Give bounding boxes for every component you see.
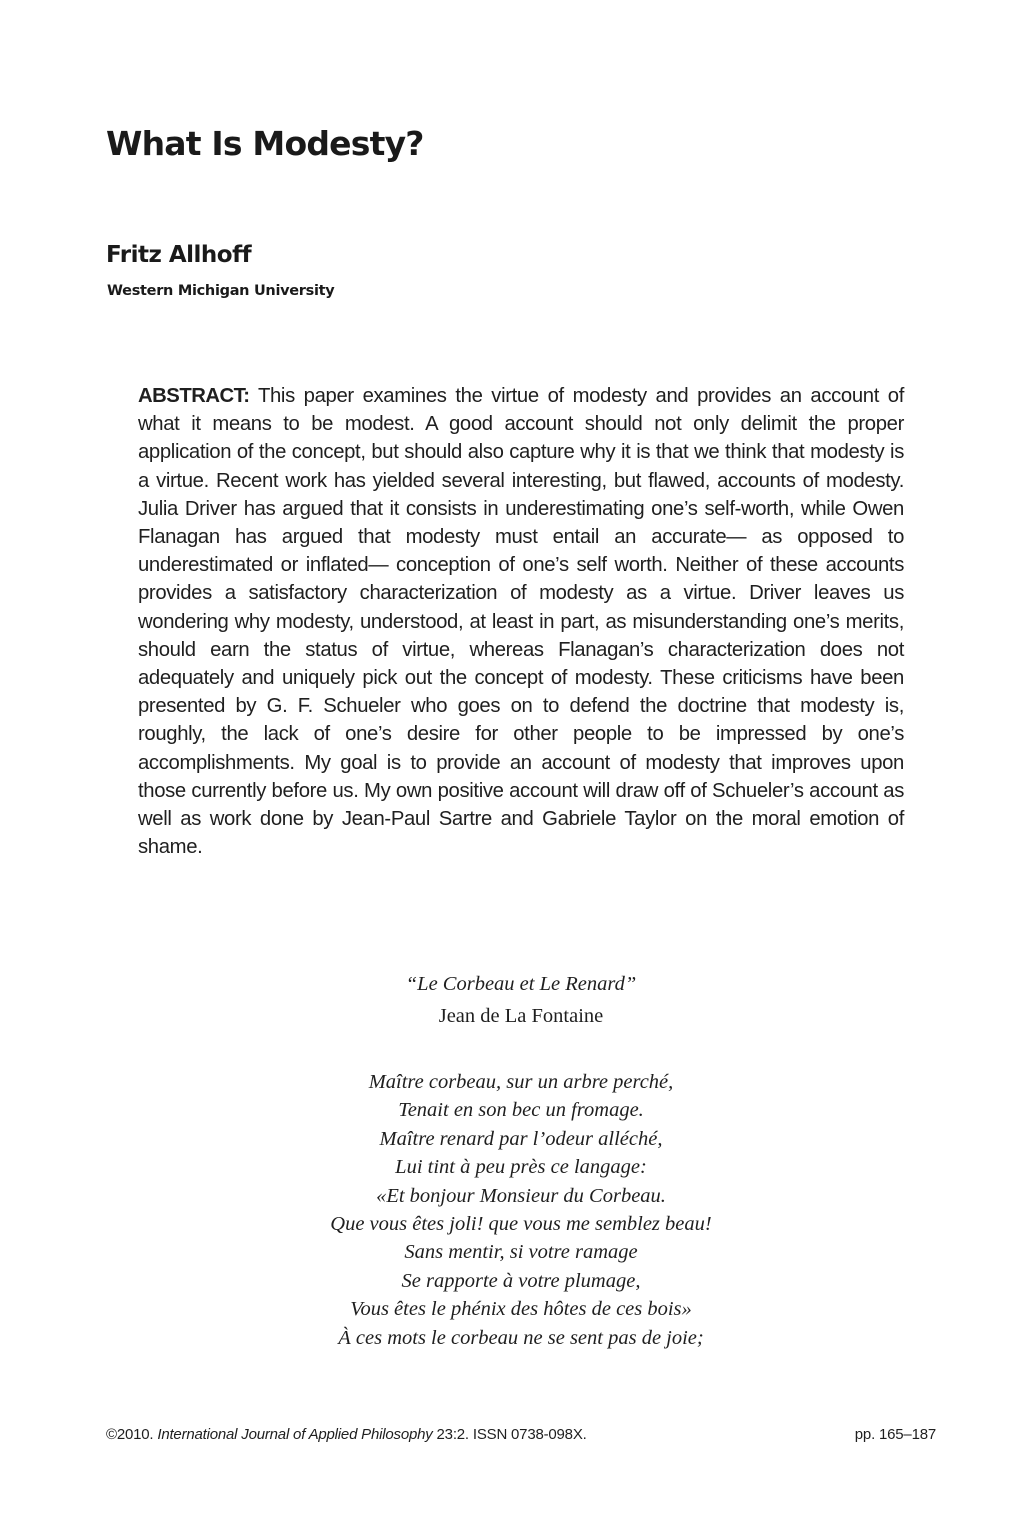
poem-line: Se rapporte à votre plumage, [401,1269,641,1292]
poem-line: Vous êtes le phénix des hôtes de ces bois» [350,1298,692,1321]
poem-author: Jean de La Fontaine [438,1005,604,1027]
poem-line: Tenait en son bec un fromage. [398,1099,644,1122]
abstract-label: ABSTRACT: [138,385,250,407]
author-affiliation: Western Michigan University [107,283,335,299]
poem-line: Lui tint à peu près ce langage: [395,1156,647,1179]
copyright: ©2010. [106,1426,154,1443]
journal-name: International Journal of Applied Philosophy [157,1426,433,1443]
poem-title: “Le Corbeau et Le Renard” [405,973,637,995]
abstract-text: This paper examines the virtue of modesty and provides an account of what it means to be modest. A good account should not only delimit the proper application of the concept, but should also capture why it is that we think that modesty is a virtue. Recent work has yielded several interesting, but flawed, accounts of modesty. Julia Driver has argued that it consists in underestimating one’s self-worth, while Owen Flanagan has argued that modesty must entail an accurate— as opposed to underestimated or inflated— conception of one’s self worth. Neither of these accounts provides a satisfactory characterization of modesty as a virtue. Driver leaves us wondering why modesty, understood, at least in part, as misunderstanding one’s merits, should earn the status of virtue, whereas Flanagan’s characterization does not adequately and uniquely pick out the concept of modesty. These criticisms have been presented by G. F. Schueler who goes on to defend the doctrine that modesty is, roughly, the lack of one’s desire for other people to be impressed by one’s accomplishments. My goal is to provide an account of modesty that improves upon those currently before us. My own positive account will draw off of Schueler’s account as well as work done by Jean-Paul Sartre and Gabriele Taylor on the moral emotion of shame. [138,385,904,859]
poem-line: Sans mentir, si votre ramage [404,1241,638,1264]
abstract [138,382,904,861]
page-range: pp. 165–187 [854,1426,936,1443]
article-title: What Is Modesty? [106,124,424,163]
poem-line: Que vous êtes joli! que vous me semblez beau! [330,1213,712,1236]
poem-line: Maître renard par l’odeur alléché, [379,1127,663,1150]
volume-issn: 23:2. ISSN 0738-098X. [436,1426,587,1443]
poem-line: «Et bonjour Monsieur du Corbeau. [376,1184,666,1207]
epigraph [0,968,1020,1352]
author-name: Fritz Allhoff [106,242,252,268]
poem-line: Maître corbeau, sur un arbre perché, [368,1071,674,1093]
page-footer [106,1426,936,1443]
poem-body [0,1068,1020,1352]
poem-line: À ces mots le corbeau ne se sent pas de joie; [338,1326,704,1349]
